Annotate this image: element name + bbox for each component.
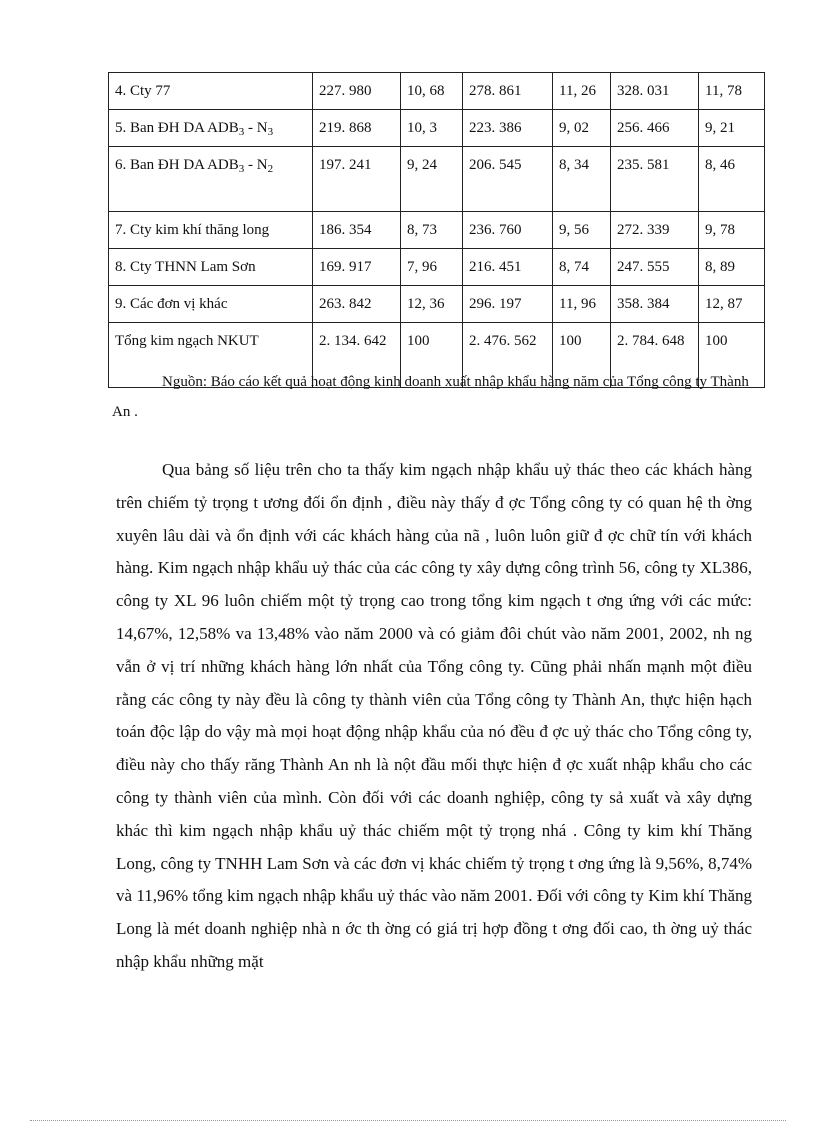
share-2002: 100 [699,323,765,388]
share-2001: 8, 74 [553,249,611,286]
row-label: 7. Cty kim khí thăng long [109,212,313,249]
source-note: Nguồn: Báo cáo kết quả hoạt động kinh doanh xuất nhập khẩu hàng năm của Tổng công ty Thành An . [112,374,749,420]
share-2001: 100 [553,323,611,388]
share-2001: 8, 34 [553,147,611,212]
value-2001: 216. 451 [463,249,553,286]
share-2002: 9, 78 [699,212,765,249]
value-2002: 328. 031 [611,73,699,110]
value-2000: 227. 980 [313,73,401,110]
value-2002: 272. 339 [611,212,699,249]
value-2001: 223. 386 [463,110,553,147]
page-divider [30,1120,786,1121]
table-row [109,249,765,286]
table-row [109,73,765,110]
share-2002: 11, 78 [699,73,765,110]
row-label: 8. Cty THNN Lam Sơn [109,249,313,286]
table-row [109,212,765,249]
value-2000: 263. 842 [313,286,401,323]
share-2000: 10, 68 [401,73,463,110]
share-2002: 9, 21 [699,110,765,147]
table-row [109,286,765,323]
share-2001: 9, 02 [553,110,611,147]
row-label: 5. Ban ĐH DA $ADB_3 - N_3$ [109,110,313,147]
share-2001: 9, 56 [553,212,611,249]
share-2000: 10, 3 [401,110,463,147]
value-2002: 2. 784. 648 [611,323,699,388]
value-2002: 247. 555 [611,249,699,286]
table-row [109,110,765,147]
value-2001: 236. 760 [463,212,553,249]
row-label: 9. Các đơn vị khác [109,286,313,323]
value-2001: 278. 861 [463,73,553,110]
table-row [109,147,765,212]
share-2000: 12, 36 [401,286,463,323]
value-2000: 219. 868 [313,110,401,147]
value-2000: 169. 917 [313,249,401,286]
share-2000: 8, 73 [401,212,463,249]
value-2002: 235. 581 [611,147,699,212]
value-2002: 256. 466 [611,110,699,147]
share-2000: 7, 96 [401,249,463,286]
value-2001: 2. 476. 562 [463,323,553,388]
share-2002: 8, 89 [699,249,765,286]
value-2000: 186. 354 [313,212,401,249]
value-2000: 197. 241 [313,147,401,212]
value-2001: 206. 545 [463,147,553,212]
share-2002: 8, 46 [699,147,765,212]
share-2000: 100 [401,323,463,388]
row-label: 6. Ban ĐH DA $ADB_3 - N_2$ [109,147,313,212]
share-2001: 11, 26 [553,73,611,110]
value-2000: 2. 134. 642 [313,323,401,388]
value-2002: 358. 384 [611,286,699,323]
row-label: Tổng kim ngạch NKUT [109,323,313,388]
share-2002: 12, 87 [699,286,765,323]
body-paragraph: Qua bảng số liệu trên cho ta thấy kim ngạch nhập khẩu uỷ thác theo các khách hàng trên chiếm tỷ trọng t ương đối ổn định , điều này thấy đ ợc Tổng công ty có quan hệ th ờng xuyên lâu dài và ổn định với các khách hàng của nã , luôn luôn giữ đ ợc chữ tín với khách hàng. Kim ngạch nhập khẩu uỷ thác của các công ty xây dựng công trình 56, công ty XL386, công ty XL 96 luôn chiếm một tỷ trọng cao trong tổng kim ngạch t ơng ứng với các mức: 14,67%, 12,58% va 13,48% vào năm 2000 và có giảm đôi chút vào năm 2001, 2002, nh ng vẫn ở vị trí những khách hàng lớn nhất của Tổng công ty. Cũng phải nhấn mạnh một điều rằng các công ty này đều là công ty thành viên của Tổng công ty Thành An, thực hiện hạch toán độc lập do vậy mà mọi hoạt động nhập khẩu của nó đều đ ợc uỷ thác cho Tổng công ty, điều này cho thấy răng Thành An nh là nột đầu mối thực hiện đ ợc xuất nhập khẩu cho các công ty thành viên của mình. Còn đối với các doanh nghiệp, công ty sả xuất và xây dựng khác thì kim ngạch nhập khẩu uỷ thác chiếm một tỷ trọng nhá . Công ty kim khí Thăng Long, công ty TNHH Lam Sơn và các đơn vị khác chiếm tỷ trọng t ơng ứng là 9,56%, 8,74% và 11,96% tổng kim ngạch nhập khẩu uỷ thác vào năm 2001. Đối với công ty Kim khí Thăng Long là mét doanh nghiệp nhà n ớc th ờng có giá trị hợp đồng t ơng đối cao, th ờng uỷ thác nhập khẩu những mặt [116,460,752,971]
import-value-table [108,72,765,388]
row-label: 4. Cty 77 [109,73,313,110]
share-2000: 9, 24 [401,147,463,212]
share-2001: 11, 96 [553,286,611,323]
value-2001: 296. 197 [463,286,553,323]
